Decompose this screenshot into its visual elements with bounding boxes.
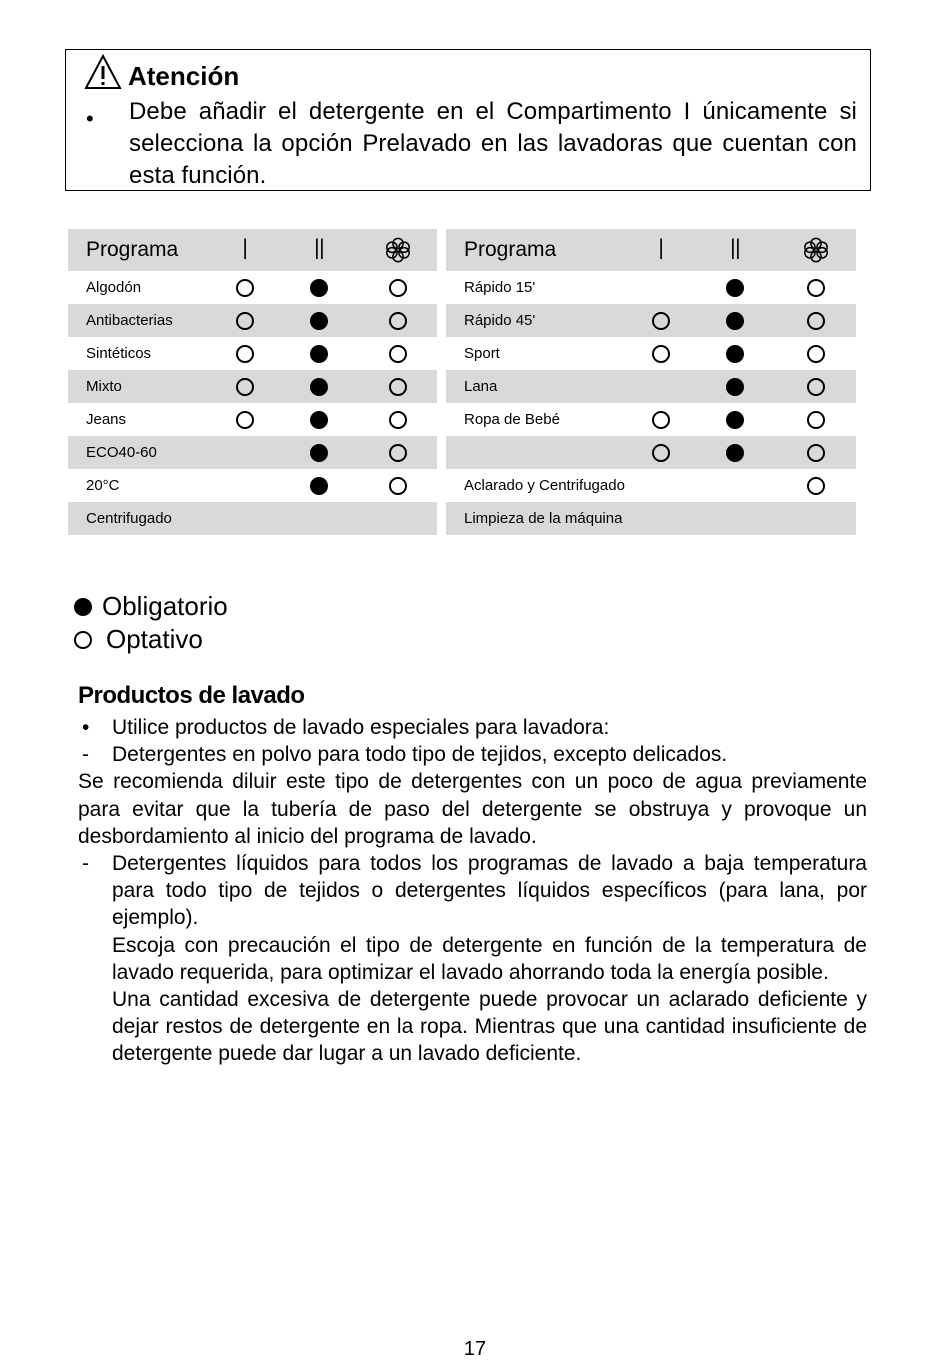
program-name: Rápido 15' [464, 279, 536, 296]
table-row [68, 502, 437, 535]
compartment-cell [384, 304, 412, 337]
table-row [446, 337, 856, 370]
empty-circle-icon [807, 444, 825, 462]
program-name: Aclarado y Centrifugado [464, 477, 625, 494]
section-heading: Productos de lavado [78, 682, 305, 709]
program-name: Ropa de Bebé [464, 411, 560, 428]
compartment-cell [721, 271, 749, 304]
compartment-cell [647, 271, 675, 304]
program-table-left [68, 229, 437, 535]
compartment-cell [721, 337, 749, 370]
list-item [78, 714, 867, 741]
compartment-cell [231, 370, 259, 403]
empty-circle-icon [652, 312, 670, 330]
empty-circle-icon [389, 312, 407, 330]
compartment-cell [231, 403, 259, 436]
filled-circle-icon [726, 312, 744, 330]
empty-circle-icon [389, 411, 407, 429]
list-item-text: Utilice productos de lavado especiales para lavadora: [112, 716, 610, 739]
empty-circle-icon [807, 345, 825, 363]
table-row [68, 469, 437, 502]
compartment-cell [231, 304, 259, 337]
compartment-cell [721, 403, 749, 436]
empty-circle-icon [807, 411, 825, 429]
table-row [68, 436, 437, 469]
compartment-cell [647, 469, 675, 502]
filled-circle-icon [310, 279, 328, 297]
attention-box [65, 49, 871, 191]
legend-optional-label: Optativo [106, 624, 203, 654]
table-row [68, 304, 437, 337]
table-row [446, 469, 856, 502]
filled-circle-icon [74, 598, 92, 616]
paragraph: Se recomienda diluir este tipo de detergentes con un poco de agua previamente para evitar que la tubería de paso del detergente se obstruya y provoque un desbordamiento al inicio del programa de lavado. [78, 770, 867, 848]
compartment-cell [305, 469, 333, 502]
filled-circle-icon [310, 378, 328, 396]
compartment-cell [384, 502, 412, 535]
program-name: 20°C [86, 477, 120, 494]
filled-circle-icon [726, 411, 744, 429]
page-number: 17 [463, 1338, 487, 1360]
attention-bullet: • [86, 106, 94, 131]
legend-optional [74, 623, 228, 656]
compartment-cell [305, 271, 333, 304]
flower-icon [384, 235, 412, 265]
empty-circle-icon [807, 477, 825, 495]
header-softener [384, 229, 412, 271]
program-name: Rápido 45' [464, 312, 536, 329]
legend-mandatory [74, 590, 228, 623]
compartment-cell [384, 271, 412, 304]
compartment-cell [647, 337, 675, 370]
compartment-cell [721, 436, 749, 469]
empty-circle-icon [807, 279, 825, 297]
program-name: ECO40-60 [86, 444, 157, 461]
empty-circle-icon [389, 378, 407, 396]
filled-circle-icon [310, 312, 328, 330]
header-compartment-1: I [242, 233, 248, 266]
compartment-cell [231, 502, 259, 535]
legend [74, 590, 228, 656]
compartment-cell [802, 304, 830, 337]
program-name: Mixto [86, 378, 122, 395]
compartment-cell [721, 469, 749, 502]
compartment-cell [647, 304, 675, 337]
compartment-cell [231, 436, 259, 469]
table-header-row [446, 229, 856, 271]
compartment-cell [802, 271, 830, 304]
empty-circle-icon [389, 477, 407, 495]
program-name: Limpieza de la máquina [464, 510, 623, 527]
table-row [68, 403, 437, 436]
table-row [68, 271, 437, 304]
filled-circle-icon [726, 444, 744, 462]
filled-circle-icon [726, 378, 744, 396]
empty-circle-icon [236, 378, 254, 396]
header-softener [802, 229, 830, 271]
flower-icon [802, 235, 830, 265]
compartment-cell [305, 436, 333, 469]
filled-circle-icon [726, 345, 744, 363]
empty-circle-icon [652, 345, 670, 363]
bullet-marker: • [82, 716, 90, 739]
compartment-cell [721, 304, 749, 337]
program-name: Sintéticos [86, 345, 152, 362]
compartment-cell [231, 337, 259, 370]
compartment-cell [802, 469, 830, 502]
empty-circle-icon [652, 411, 670, 429]
header-program: Programa [86, 238, 179, 261]
empty-circle-icon [236, 279, 254, 297]
compartment-cell [802, 436, 830, 469]
table-row [68, 337, 437, 370]
header-compartment-2: II [729, 233, 740, 266]
program-name: Jeans [86, 411, 127, 428]
compartment-cell [231, 271, 259, 304]
empty-circle-icon [807, 312, 825, 330]
list-item-text: Detergentes en polvo para todo tipo de tejidos, excepto delicados. [112, 743, 728, 767]
filled-circle-icon [310, 477, 328, 495]
filled-circle-icon [726, 279, 744, 297]
program-name: Centrifugado [86, 510, 172, 527]
dash-marker: - [82, 743, 89, 767]
table-row [446, 271, 856, 304]
program-table-right [446, 229, 856, 535]
table-row [446, 502, 856, 535]
compartment-cell [305, 370, 333, 403]
program-name: Antibacterias [86, 312, 173, 329]
empty-circle-icon [389, 345, 407, 363]
compartment-cell [384, 403, 412, 436]
list-item [78, 741, 867, 768]
attention-title: Atención [128, 61, 240, 91]
compartment-cell [384, 469, 412, 502]
compartment-cell [802, 502, 830, 535]
compartment-cell [384, 337, 412, 370]
legend-mandatory-label: Obligatorio [102, 591, 228, 621]
compartment-cell [384, 370, 412, 403]
list-item-text: Detergentes líquidos para todos los programas de lavado a baja temperatura para todo tipo de tejidos o detergentes líquidos específicos (para lana, por ejemplo). [112, 852, 867, 930]
compartment-cell [305, 502, 333, 535]
paragraph: Escoja con precaución el tipo de detergente en función de la temperatura de lavado requerida, para optimizar el lavado ahorrando toda la energía posible. [112, 933, 867, 984]
compartment-cell [802, 370, 830, 403]
header-compartment-1: I [658, 233, 664, 266]
table-row [68, 370, 437, 403]
empty-circle-icon [389, 444, 407, 462]
compartment-cell [721, 370, 749, 403]
compartment-cell [231, 469, 259, 502]
filled-circle-icon [310, 444, 328, 462]
filled-circle-icon [310, 411, 328, 429]
compartment-cell [647, 403, 675, 436]
compartment-cell [802, 337, 830, 370]
paragraph: Una cantidad excesiva de detergente puede provocar un aclarado deficiente y dejar restos de detergente en la ropa. Mientras que una cantidad insuficiente de detergente puede dar lugar a un lavado deficiente. [112, 988, 867, 1066]
table-row [446, 403, 856, 436]
empty-circle-icon [807, 378, 825, 396]
table-row [446, 370, 856, 403]
filled-circle-icon [310, 345, 328, 363]
empty-circle-icon [236, 411, 254, 429]
compartment-cell [647, 436, 675, 469]
table-row [446, 304, 856, 337]
program-name: Lana [464, 378, 498, 395]
empty-circle-icon [236, 312, 254, 330]
compartment-cell [384, 436, 412, 469]
compartment-cell [647, 502, 675, 535]
header-compartment-2: II [313, 233, 324, 266]
compartment-cell [305, 337, 333, 370]
program-name: Algodón [86, 279, 142, 296]
table-header-row [68, 229, 437, 271]
compartment-cell [721, 502, 749, 535]
attention-header [84, 54, 239, 90]
empty-circle-icon [652, 444, 670, 462]
attention-text: Debe añadir el detergente en el Compartimento I únicamente si selecciona la opción Prelavado en las lavadoras que cuentan con esta función. [129, 98, 857, 189]
program-name: Sport [464, 345, 500, 362]
empty-circle-icon [389, 279, 407, 297]
dash-marker: - [82, 852, 89, 876]
compartment-cell [305, 304, 333, 337]
header-program: Programa [464, 238, 557, 261]
table-row [446, 436, 856, 469]
compartment-cell [802, 403, 830, 436]
empty-circle-icon [74, 631, 92, 649]
washing-products-section [78, 682, 867, 1068]
empty-circle-icon [236, 345, 254, 363]
compartment-cell [647, 370, 675, 403]
list-item [78, 850, 867, 932]
compartment-cell [305, 403, 333, 436]
warning-icon [84, 54, 122, 90]
